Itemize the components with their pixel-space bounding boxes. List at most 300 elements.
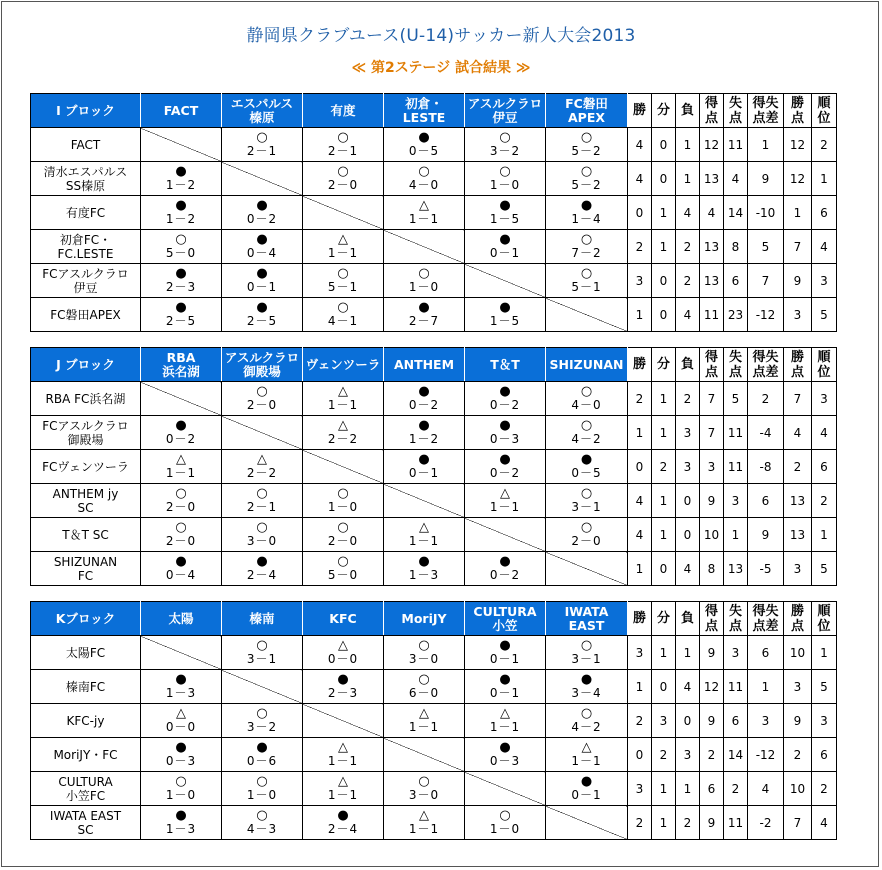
- match-result-cell: [384, 552, 465, 586]
- stat-header-line: 位: [817, 110, 831, 126]
- stat-value: 4: [676, 670, 700, 704]
- row-team-name-line: FACT: [70, 137, 101, 152]
- result-mark-icon: ○: [337, 163, 349, 179]
- stat-header-line: 得失: [752, 95, 779, 111]
- match-score: 2－4: [246, 567, 278, 582]
- match-result-cell: [384, 518, 465, 552]
- row-team-name-line: FC: [77, 568, 94, 583]
- result-mark-icon: △: [338, 739, 348, 755]
- match-result-cell: [222, 298, 303, 332]
- match-result-cell: [222, 230, 303, 264]
- match-score: 2－0: [165, 499, 197, 514]
- match-result-cell: [141, 552, 222, 586]
- match-result-cell: [303, 670, 384, 704]
- match-score: 0－1: [489, 651, 521, 666]
- stat-value: 2: [628, 382, 652, 416]
- stat-header: [784, 94, 812, 128]
- stat-header-line: 勝: [790, 95, 804, 111]
- match-score: 2－0: [327, 533, 359, 548]
- stat-header-line: 点差: [752, 364, 779, 380]
- match-score: 1－0: [165, 787, 197, 802]
- stat-value: 1: [748, 128, 784, 162]
- match-result-cell: [465, 416, 546, 450]
- row-team-name: [31, 670, 141, 704]
- result-mark-icon: ○: [337, 129, 349, 145]
- column-team-header-line: T＆T: [490, 356, 520, 372]
- stat-value: 3: [812, 264, 837, 298]
- result-mark-icon: ○: [337, 553, 349, 569]
- match-result-cell: [141, 162, 222, 196]
- stat-value: 2: [652, 450, 676, 484]
- match-result-cell: [465, 552, 546, 586]
- stat-value: 4: [676, 552, 700, 586]
- match-result-cell: [222, 704, 303, 738]
- match-score: 1－3: [165, 685, 197, 700]
- column-team-header: [141, 94, 222, 128]
- column-team-header-line: FACT: [163, 102, 199, 118]
- stat-header-line: 失: [728, 95, 742, 111]
- header-row: [31, 348, 837, 382]
- match-score: 0－6: [246, 753, 278, 768]
- row-team-name: [31, 738, 141, 772]
- stat-value: 10: [784, 636, 812, 670]
- stat-value: 9: [748, 162, 784, 196]
- match-result-cell: [141, 264, 222, 298]
- block-table: [30, 93, 837, 332]
- match-result-cell: [546, 450, 628, 484]
- match-result-cell: [384, 704, 465, 738]
- stat-value: 3: [812, 704, 837, 738]
- stat-header: [784, 602, 812, 636]
- match-result-cell: [222, 636, 303, 670]
- match-result-cell: [384, 416, 465, 450]
- match-result-cell: [141, 806, 222, 840]
- stat-value: 3: [812, 382, 837, 416]
- stat-header-line: 点: [790, 110, 804, 126]
- stat-value: 4: [676, 196, 700, 230]
- match-score: 4－0: [571, 397, 602, 412]
- result-mark-icon: ○: [580, 485, 593, 501]
- column-team-header-line: LESTE: [402, 109, 446, 125]
- column-team-header: [303, 602, 384, 636]
- column-team-header: [303, 348, 384, 382]
- stat-value: 9: [748, 518, 784, 552]
- match-score: 1－1: [327, 787, 359, 802]
- match-result-cell: [384, 450, 465, 484]
- row-team-name: [31, 772, 141, 806]
- stat-value: 1: [652, 806, 676, 840]
- stat-header-line: 得: [704, 603, 718, 619]
- stat-value: 4: [628, 128, 652, 162]
- match-score: 1－1: [408, 821, 440, 836]
- match-result-cell: [465, 382, 546, 416]
- match-result-cell: [141, 738, 222, 772]
- stat-header-line: 負: [680, 103, 694, 118]
- self-match-cell: [141, 128, 222, 162]
- result-mark-icon: ●: [580, 197, 593, 213]
- match-result-cell: [465, 298, 546, 332]
- match-score: 2－2: [246, 465, 278, 480]
- self-match-cell: [222, 162, 303, 196]
- stat-header-line: 分: [656, 103, 670, 118]
- stat-value: 4: [628, 484, 652, 518]
- stat-value: 1: [652, 484, 676, 518]
- block-name: J ブロック: [31, 348, 141, 382]
- column-team-header: [546, 348, 628, 382]
- stat-value: 6: [724, 704, 748, 738]
- stat-value: 4: [628, 162, 652, 196]
- table-row: [31, 230, 837, 264]
- result-mark-icon: ○: [256, 129, 268, 145]
- table-row: [31, 162, 837, 196]
- stat-header: [724, 602, 748, 636]
- result-mark-icon: ●: [175, 807, 187, 823]
- row-team-name: [31, 416, 141, 450]
- column-team-header-line: RBA: [166, 349, 196, 365]
- match-result-cell: [141, 416, 222, 450]
- result-mark-icon: ○: [175, 485, 187, 501]
- row-team-name-line: 御殿場: [67, 432, 104, 447]
- match-score: 6－0: [408, 685, 440, 700]
- stat-value: -12: [748, 298, 784, 332]
- row-team-name: [31, 162, 141, 196]
- match-score: 1－2: [165, 177, 197, 192]
- stat-value: 3: [784, 552, 812, 586]
- column-team-header: [465, 602, 546, 636]
- match-score: 3－1: [571, 499, 602, 514]
- stat-value: 1: [812, 518, 837, 552]
- column-team-header-line: 榛原: [249, 109, 275, 125]
- match-result-cell: [465, 162, 546, 196]
- row-team-name-line: ANTHEM jy: [52, 486, 119, 501]
- match-score: 1－0: [327, 499, 359, 514]
- match-score: 0－2: [489, 567, 521, 582]
- row-team-name-line: T＆T SC: [62, 527, 109, 542]
- stat-header-line: 順: [817, 349, 831, 365]
- row-team-name-line: FCアスルクラロ: [42, 418, 129, 433]
- stat-value: 2: [748, 382, 784, 416]
- match-score: 1－1: [571, 753, 602, 768]
- result-mark-icon: ●: [175, 671, 187, 687]
- stat-value: 3: [784, 670, 812, 704]
- match-score: 3－2: [489, 143, 521, 158]
- match-result-cell: [465, 670, 546, 704]
- stat-value: 0: [676, 518, 700, 552]
- result-mark-icon: ●: [499, 451, 511, 467]
- match-score: 1－5: [489, 211, 521, 226]
- table-row: [31, 636, 837, 670]
- stat-header-line: 分: [656, 611, 670, 626]
- match-score: 0－1: [408, 465, 440, 480]
- stat-header-line: 得失: [752, 603, 779, 619]
- stat-header-line: 得: [704, 95, 718, 111]
- row-team-name: [31, 636, 141, 670]
- match-score: 0－1: [489, 685, 521, 700]
- table-row: [31, 806, 837, 840]
- match-result-cell: [141, 298, 222, 332]
- stat-value: 2: [628, 230, 652, 264]
- stat-value: 12: [700, 128, 724, 162]
- match-result-cell: [384, 636, 465, 670]
- stat-value: 2: [812, 772, 837, 806]
- result-mark-icon: ○: [337, 265, 349, 281]
- match-score: 0－2: [165, 431, 197, 446]
- result-mark-icon: ○: [580, 637, 593, 653]
- match-result-cell: [222, 806, 303, 840]
- match-score: 0－3: [489, 753, 521, 768]
- column-team-header-line: 伊豆: [492, 109, 518, 125]
- result-mark-icon: ●: [256, 231, 268, 247]
- table-row: [31, 382, 837, 416]
- match-score: 0－4: [246, 245, 278, 260]
- stat-value: 7: [784, 806, 812, 840]
- match-score: 2－0: [327, 177, 359, 192]
- stat-value: 1: [652, 416, 676, 450]
- stat-value: 13: [700, 264, 724, 298]
- result-mark-icon: △: [500, 705, 510, 721]
- match-result-cell: [303, 382, 384, 416]
- stat-value: 0: [652, 162, 676, 196]
- stat-header: [812, 348, 837, 382]
- column-team-header-line: 初倉・: [405, 95, 443, 111]
- match-score: 1－0: [489, 821, 521, 836]
- match-score: 3－1: [571, 651, 602, 666]
- row-team-name-line: 小笠FC: [65, 788, 106, 803]
- match-score: 5－1: [571, 279, 602, 294]
- stat-value: 3: [676, 416, 700, 450]
- match-score: 3－0: [246, 533, 278, 548]
- header-row: [31, 602, 837, 636]
- stat-header: [812, 94, 837, 128]
- result-mark-icon: ●: [418, 299, 430, 315]
- stat-header: [652, 348, 676, 382]
- stat-value: 3: [628, 264, 652, 298]
- stat-value: 8: [724, 230, 748, 264]
- row-team-name-line: SHIZUNAN: [53, 554, 118, 569]
- stat-value: 13: [700, 230, 724, 264]
- stat-value: 6: [812, 738, 837, 772]
- match-score: 1－3: [165, 821, 197, 836]
- stat-value: -8: [748, 450, 784, 484]
- self-match-cell: [465, 772, 546, 806]
- stat-value: 11: [700, 298, 724, 332]
- stat-value: 9: [784, 264, 812, 298]
- match-score: 5－2: [571, 177, 602, 192]
- row-team-name: [31, 704, 141, 738]
- stat-value: 23: [724, 298, 748, 332]
- table-row: [31, 450, 837, 484]
- stat-value: -10: [748, 196, 784, 230]
- stat-value: 3: [628, 772, 652, 806]
- column-team-header-line: 榛南: [249, 610, 275, 626]
- stat-value: 10: [784, 772, 812, 806]
- stat-value: 9: [700, 484, 724, 518]
- result-mark-icon: △: [419, 705, 429, 721]
- stat-value: 2: [676, 264, 700, 298]
- stat-header-line: 得失: [752, 349, 779, 365]
- stat-value: 4: [812, 230, 837, 264]
- match-score: 4－3: [246, 821, 278, 836]
- table-row: [31, 298, 837, 332]
- stat-value: 7: [784, 382, 812, 416]
- row-team-name: [31, 230, 141, 264]
- table-row: [31, 128, 837, 162]
- self-match-cell: [222, 670, 303, 704]
- table-row: [31, 264, 837, 298]
- result-mark-icon: ●: [418, 383, 430, 399]
- match-score: 1－3: [408, 567, 440, 582]
- match-result-cell: [222, 196, 303, 230]
- column-team-header: [546, 602, 628, 636]
- column-team-header-line: 浜名湖: [162, 363, 200, 379]
- stat-value: 3: [724, 636, 748, 670]
- stat-value: 2: [628, 806, 652, 840]
- match-score: 0－2: [489, 397, 521, 412]
- header-row: [31, 94, 837, 128]
- row-team-name-line: SC: [77, 500, 94, 515]
- row-team-name-line: 伊豆: [73, 280, 98, 295]
- match-score: 1－1: [489, 499, 521, 514]
- result-mark-icon: ●: [418, 417, 430, 433]
- self-match-cell: [384, 484, 465, 518]
- self-match-cell: [546, 806, 628, 840]
- row-team-name-line: RBA FC浜名湖: [45, 391, 126, 406]
- column-team-header-line: エスパルス: [230, 95, 294, 111]
- match-result-cell: [465, 484, 546, 518]
- match-result-cell: [141, 450, 222, 484]
- match-score: 2－1: [327, 143, 359, 158]
- stat-header: [628, 94, 652, 128]
- match-score: 1－1: [327, 753, 359, 768]
- stat-header-line: 失: [728, 349, 742, 365]
- row-team-name: [31, 518, 141, 552]
- result-mark-icon: ●: [175, 197, 187, 213]
- match-result-cell: [546, 738, 628, 772]
- column-team-header-line: KFC: [329, 610, 357, 626]
- stat-header-line: 位: [817, 364, 831, 380]
- stat-value: 4: [748, 772, 784, 806]
- stat-header: [812, 602, 837, 636]
- stat-header: [700, 602, 724, 636]
- result-mark-icon: ○: [337, 485, 349, 501]
- stat-value: 1: [784, 196, 812, 230]
- result-mark-icon: ●: [256, 299, 268, 315]
- match-score: 1－5: [489, 313, 521, 328]
- result-mark-icon: ○: [256, 485, 268, 501]
- result-mark-icon: ○: [337, 299, 349, 315]
- stat-value: 1: [652, 230, 676, 264]
- stat-value: 7: [700, 382, 724, 416]
- result-mark-icon: △: [338, 231, 348, 247]
- result-mark-icon: ○: [175, 231, 187, 247]
- stat-value: 2: [628, 704, 652, 738]
- stat-value: 8: [700, 552, 724, 586]
- row-team-name-line: 榛南FC: [65, 679, 106, 694]
- match-result-cell: [141, 704, 222, 738]
- match-result-cell: [546, 162, 628, 196]
- match-score: 4－1: [327, 313, 359, 328]
- row-team-name: [31, 450, 141, 484]
- stat-header: [724, 94, 748, 128]
- stat-header: [676, 602, 700, 636]
- stat-value: 5: [812, 670, 837, 704]
- stat-value: -2: [748, 806, 784, 840]
- stat-value: 9: [700, 704, 724, 738]
- stat-value: 9: [700, 636, 724, 670]
- stat-value: 4: [628, 518, 652, 552]
- row-team-name-line: SS榛原: [65, 178, 106, 193]
- match-result-cell: [222, 518, 303, 552]
- result-mark-icon: ○: [580, 129, 593, 145]
- match-result-cell: [546, 382, 628, 416]
- result-mark-icon: △: [338, 773, 348, 789]
- stat-value: 6: [748, 636, 784, 670]
- result-mark-icon: ○: [256, 519, 268, 535]
- row-team-name: [31, 264, 141, 298]
- stat-value: 12: [784, 128, 812, 162]
- stat-value: 3: [700, 450, 724, 484]
- stat-value: 1: [676, 772, 700, 806]
- result-mark-icon: ○: [580, 519, 593, 535]
- stat-header-line: 分: [656, 357, 670, 372]
- match-result-cell: [546, 636, 628, 670]
- stat-value: 14: [724, 196, 748, 230]
- result-mark-icon: ●: [499, 637, 511, 653]
- result-mark-icon: ●: [499, 383, 511, 399]
- stat-value: 1: [676, 162, 700, 196]
- result-mark-icon: ●: [418, 553, 430, 569]
- result-mark-icon: ●: [580, 773, 593, 789]
- match-score: 0－0: [327, 651, 359, 666]
- match-score: 1－0: [246, 787, 278, 802]
- stat-header: [652, 94, 676, 128]
- match-score: 0－2: [489, 465, 521, 480]
- row-team-name-line: 太陽FC: [65, 645, 106, 660]
- result-mark-icon: △: [176, 451, 186, 467]
- stat-header-line: 負: [680, 357, 694, 372]
- match-score: 0－2: [246, 211, 278, 226]
- result-mark-icon: ○: [499, 807, 511, 823]
- stat-value: 1: [748, 670, 784, 704]
- match-score: 2－5: [246, 313, 278, 328]
- stat-value: 2: [812, 128, 837, 162]
- result-mark-icon: ●: [499, 417, 511, 433]
- stat-value: 4: [784, 416, 812, 450]
- stat-value: 2: [676, 806, 700, 840]
- result-mark-icon: ●: [418, 451, 430, 467]
- stat-value: 3: [724, 484, 748, 518]
- stat-value: 1: [628, 298, 652, 332]
- column-team-header-line: ヴェンツーラ: [305, 356, 381, 372]
- page-title: 静岡県クラブユース(U-14)サッカー新人大会2013: [246, 26, 636, 46]
- column-team-header-line: アスルクラロ: [467, 95, 543, 111]
- table-row: [31, 552, 837, 586]
- column-team-header: [222, 94, 303, 128]
- stat-value: 11: [724, 806, 748, 840]
- result-mark-icon: ○: [418, 265, 430, 281]
- match-score: 0－1: [489, 245, 521, 260]
- match-score: 2－1: [246, 499, 278, 514]
- match-result-cell: [141, 484, 222, 518]
- table-row: [31, 738, 837, 772]
- stat-header-line: 点差: [752, 110, 779, 126]
- stat-value: 5: [812, 552, 837, 586]
- stat-header-line: 勝: [632, 103, 646, 118]
- match-result-cell: [303, 162, 384, 196]
- column-team-header-line: FC磐田: [565, 95, 608, 111]
- stat-value: 3: [784, 298, 812, 332]
- result-mark-icon: ●: [175, 299, 187, 315]
